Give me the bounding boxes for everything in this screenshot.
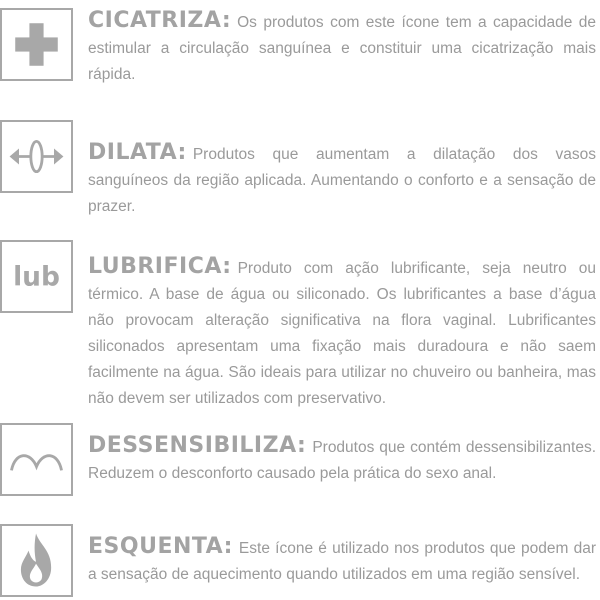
icon-box-dilata [0, 120, 73, 193]
item-description: Este ícone é utilizado nos produtos que podem dar a sensação de aquecimento quando utilizados em uma região sensível. [88, 540, 596, 583]
desensitize-icon [2, 425, 71, 494]
item-text-lubrifica [88, 254, 596, 412]
item-description: Produto com ação lubrificante, seja neutro ou térmico. A base de água ou siliconado. Os lubrificantes a base d’água não provocam alteração significativa na flora vaginal. Lubrificantes siliconados apresentam uma fixação mais duradoura e não saem facilmente na água. São ideais para utilizar no chuveiro ou banheira, mas não devem ser utilizados com preservativo. [88, 260, 596, 407]
icon-box-cicatriza [0, 8, 73, 81]
dilate-arrows-icon [2, 122, 71, 191]
svg-text:lub: lub [13, 261, 60, 293]
plus-icon [2, 10, 71, 79]
item-description: Os produtos com este ícone tem a capacidade de estimular a circulação sanguínea e constituir uma cicatrização mais rápida. [88, 14, 596, 83]
item-title: CICATRIZA: [88, 8, 232, 33]
item-description: Produtos que contém dessensibilizantes. Reduzem o desconforto causado pela prática do sexo anal. [88, 439, 596, 482]
item-text-cicatriza [88, 8, 596, 88]
item-title: ESQUENTA: [88, 534, 233, 559]
item-title: DESSENSIBILIZA: [88, 433, 307, 458]
lub-icon [2, 242, 71, 311]
icon-box-lubrifica [0, 240, 73, 313]
icon-box-esquenta [0, 524, 73, 597]
icon-box-dessensibiliza [0, 423, 73, 496]
item-text-dilata [88, 140, 596, 220]
flame-icon [2, 526, 71, 595]
item-text-dessensibiliza [88, 433, 596, 487]
item-title: DILATA: [88, 140, 187, 165]
item-title: LUBRIFICA: [88, 254, 232, 279]
item-description: Produtos que aumentam a dilatação dos vasos sanguíneos da região aplicada. Aumentando o conforto e a sensação de prazer. [88, 146, 596, 215]
item-text-esquenta [88, 534, 596, 588]
